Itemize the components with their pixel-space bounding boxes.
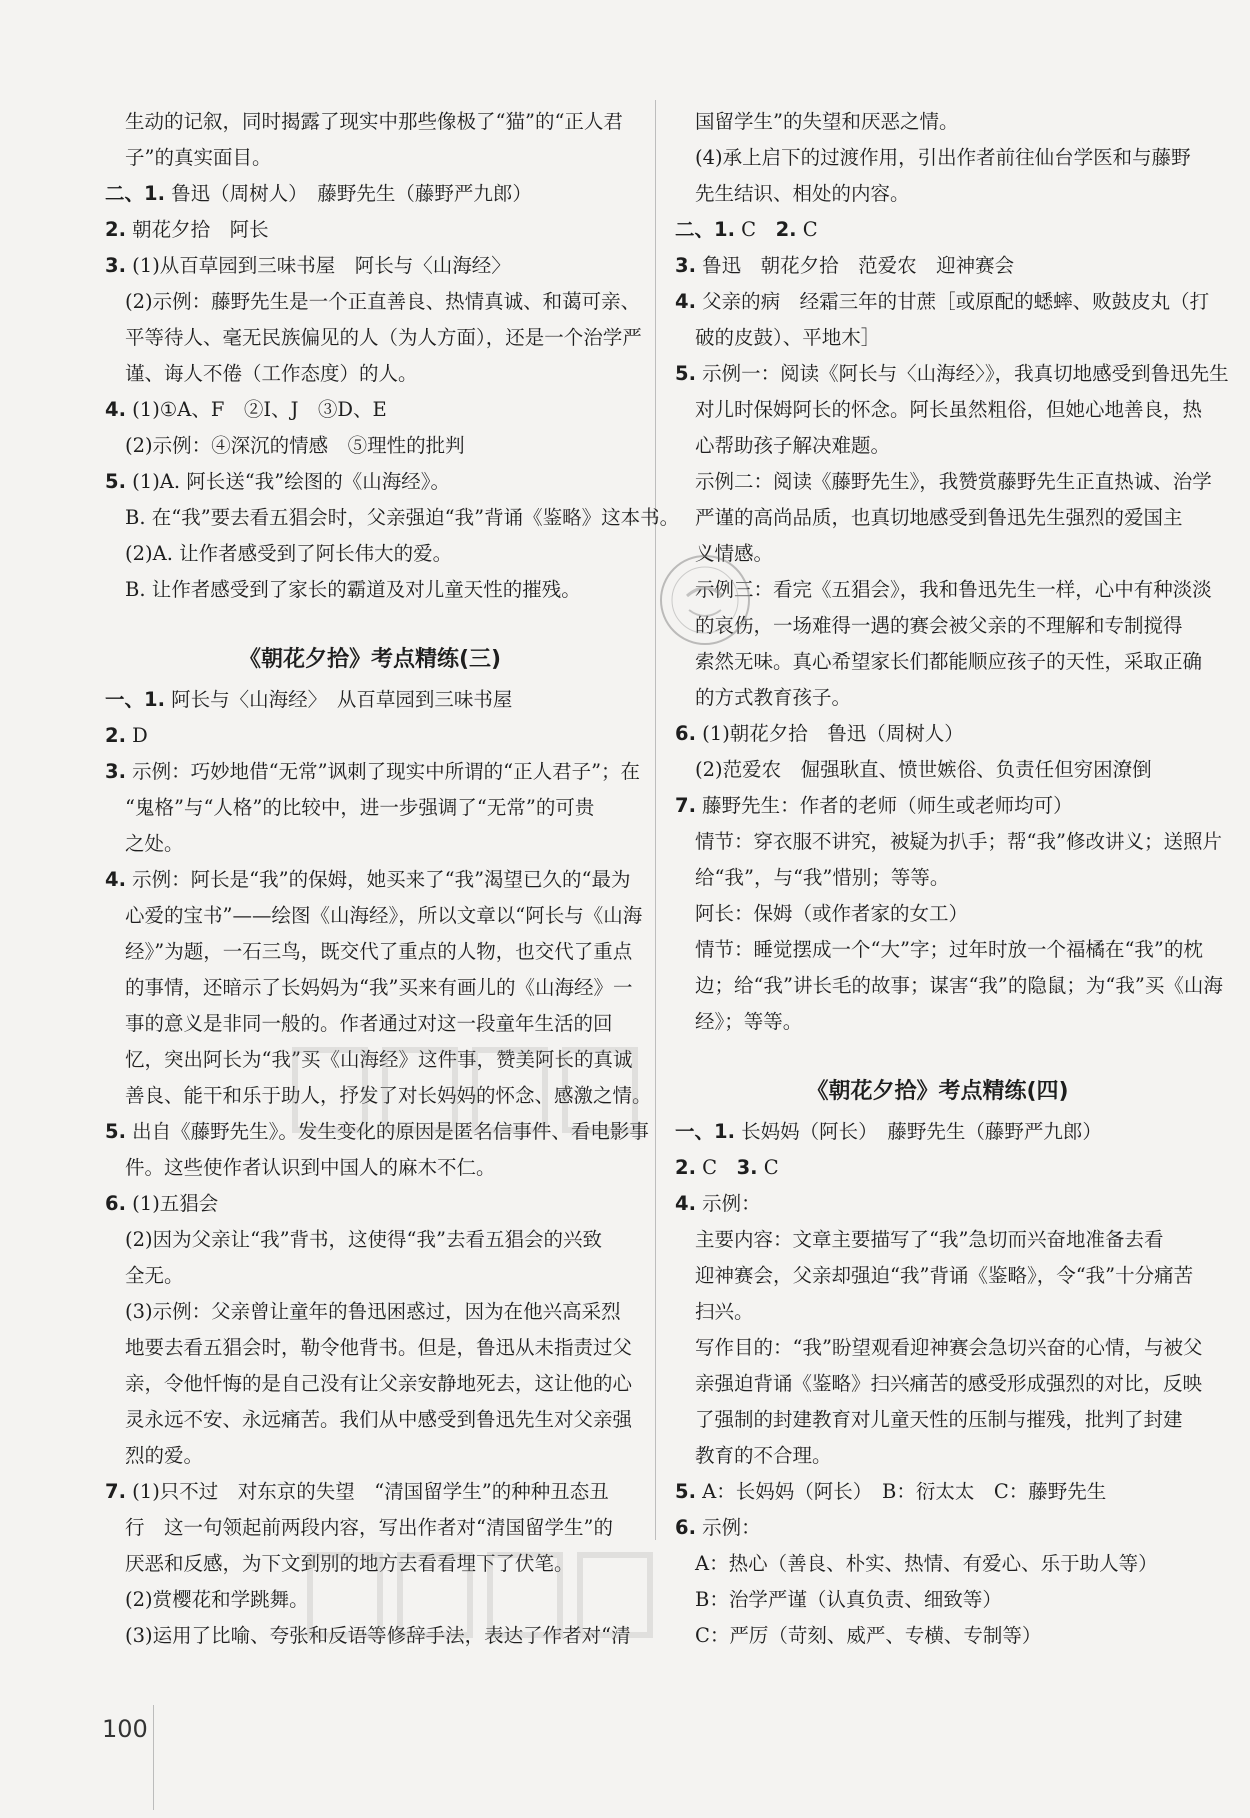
- answer-line: [675, 968, 1223, 1004]
- answer-text: 心爱的宝书”——绘图《山海经》，所以文章以“阿长与《山海: [125, 904, 643, 927]
- answer-text: 示例：: [695, 1516, 761, 1539]
- answer-text: 经》”为题，一石三鸟，既交代了重点的人物，也交代了重点: [125, 940, 633, 963]
- answer-line: [675, 1402, 1200, 1438]
- answer-line: [105, 212, 635, 248]
- section-title: [675, 1070, 1200, 1114]
- answer-text: 鲁迅（周树人） 藤野先生（藤野严九郎）: [164, 182, 532, 205]
- answer-line: [105, 536, 635, 572]
- answer-line: [105, 1006, 635, 1042]
- question-number: 4.: [105, 398, 126, 421]
- answer-text: 情节：睡觉摆成一个“大”字；过年时放一个福橘在“我”的枕: [695, 938, 1203, 961]
- answer-line: [675, 104, 1200, 140]
- answer-text: 扫兴。: [695, 1300, 754, 1323]
- answer-line: [105, 500, 680, 536]
- question-number: 5.: [105, 1120, 126, 1143]
- answer-line: [105, 1294, 635, 1330]
- answer-text: 心帮助孩子解决难题。: [695, 434, 891, 457]
- question-number: 2.: [105, 724, 126, 747]
- answer-line: [675, 1186, 1200, 1222]
- question-number: 2.: [105, 218, 126, 241]
- answer-line: [675, 248, 1200, 284]
- answer-text: 示例：巧妙地借“无常”讽刺了现实中所谓的“正人君子”；在: [125, 760, 641, 783]
- answer-line: [675, 428, 1200, 464]
- answer-text: C: [734, 218, 776, 241]
- footer-rule: [153, 1705, 154, 1810]
- answer-line: [675, 680, 1200, 716]
- answer-text: 破的皮鼓）、平地木］: [695, 326, 881, 349]
- answer-line: [675, 716, 1200, 752]
- answer-text: 阿长：保姆（或作者家的女工）: [695, 902, 969, 925]
- question-number: 6.: [105, 1192, 126, 1215]
- question-number: 7.: [105, 1480, 126, 1503]
- answer-text: 事的意义是非同一般的。作者通过对这一段童年生活的回: [125, 1012, 613, 1035]
- answer-text: (2)范爱农 倔强耿直、愤世嫉俗、负责任但穷困潦倒: [695, 758, 1152, 781]
- answer-text: C: [796, 218, 818, 241]
- answer-line: [675, 896, 1200, 932]
- answer-text: C: [757, 1156, 779, 1179]
- answer-line: [675, 392, 1203, 428]
- answer-line: [105, 608, 635, 638]
- answer-line: [105, 682, 635, 718]
- answer-line: [105, 862, 635, 898]
- answer-text: 先生结识、相处的内容。: [695, 182, 910, 205]
- answer-line: [105, 356, 635, 392]
- answer-line: [105, 1438, 635, 1474]
- answer-text: 烈的爱。: [125, 1444, 204, 1467]
- answer-text: 灵永远不安、永远痛苦。我们从中感受到鲁迅先生对父亲强: [125, 1408, 633, 1431]
- answer-line: [105, 104, 635, 140]
- page-number: 100: [102, 1715, 148, 1743]
- answer-text: 《朝花夕拾》考点精练(三): [238, 647, 502, 672]
- answer-line: [105, 572, 635, 608]
- question-number: 2.: [675, 1156, 696, 1179]
- answer-line: [105, 464, 635, 500]
- answer-text: 《朝花夕拾》考点精练(四): [806, 1079, 1069, 1104]
- answer-text: 对儿时保姆阿长的怀念。阿长虽然粗俗，但她心地善良，热: [695, 398, 1203, 421]
- answer-line: [105, 1258, 635, 1294]
- question-number: 4.: [105, 868, 126, 891]
- answer-text: 的事情，还暗示了长妈妈为“我”买来有画儿的《山海经》一: [125, 976, 633, 999]
- answer-line: [675, 752, 1200, 788]
- answer-text: C: [695, 1156, 737, 1179]
- question-number: 一、1.: [105, 688, 165, 711]
- answer-text: 情节：穿衣服不讲究，被疑为扒手；帮“我”修改讲义；送照片: [695, 830, 1222, 853]
- watermark-graphic-2: [300, 1545, 660, 1655]
- answer-line: [105, 1186, 635, 1222]
- answer-line: [675, 1510, 1200, 1546]
- answer-line: [105, 934, 635, 970]
- answer-line: [675, 1546, 1200, 1582]
- answer-text: 子”的真实面目。: [125, 146, 272, 169]
- answer-text: 义情感。: [695, 542, 774, 565]
- answer-line: [105, 140, 635, 176]
- answer-line: [675, 212, 1200, 248]
- answer-line: [105, 284, 641, 320]
- answer-text: (2)A. 让作者感受到了阿长伟大的爱。: [125, 542, 453, 565]
- section-title: [105, 638, 635, 682]
- answer-text: C：严厉（苛刻、威严、专横、专制等）: [695, 1624, 1042, 1647]
- answer-line: [105, 1150, 635, 1186]
- answer-line: [105, 754, 641, 790]
- answer-line: [675, 320, 1200, 356]
- answer-text: 忆，突出阿长为“我”买《山海经》这件事，赞美阿长的真诚: [125, 1048, 633, 1071]
- answer-text: 示例三：看完《五猖会》，我和鲁迅先生一样，心中有种淡淡: [695, 578, 1212, 601]
- question-number: 3.: [105, 254, 126, 277]
- answer-text: 示例：阿长是“我”的保姆，她买来了“我”渴望已久的“最为: [125, 868, 631, 891]
- answer-line: [675, 1474, 1200, 1510]
- answer-text: 严谨的高尚品质，也真切地感受到鲁迅先生强烈的爱国主: [695, 506, 1183, 529]
- answer-text: 地要去看五猖会时，勒令他背书。但是，鲁迅从未指责过父: [125, 1336, 633, 1359]
- answer-text: 长妈妈（阿长） 藤野先生（藤野严九郎）: [734, 1120, 1102, 1143]
- question-number: 4.: [675, 1192, 696, 1215]
- answer-text: 边；给“我”讲长毛的故事；谋害“我”的隐鼠；为“我”买《山海: [695, 974, 1223, 997]
- answer-text: 平等待人、毫无民族偏见的人（为人方面），还是一个治学严: [125, 326, 642, 349]
- answer-line: [675, 140, 1200, 176]
- column-divider: [655, 100, 656, 1540]
- answer-line: [105, 970, 635, 1006]
- answer-text: (1)只不过 对东京的失望 “清国留学生”的种种丑态丑: [125, 1480, 609, 1503]
- answer-text: B. 让作者感受到了家长的霸道及对儿童天性的摧残。: [125, 578, 581, 601]
- answer-line: [675, 1040, 1200, 1070]
- answer-text: (2)赏樱花和学跳舞。: [125, 1588, 309, 1611]
- answer-text: 藤野先生：作者的老师（师生或老师均可）: [695, 794, 1073, 817]
- answer-text: (1)①A、F ②I、J ③D、E: [125, 398, 387, 421]
- question-number: 5.: [105, 470, 126, 493]
- answer-text: 善良、能干和乐于助人，抒发了对长妈妈的怀念、感激之情。: [125, 1084, 652, 1107]
- answer-text: 亲，令他忏悔的是自己没有让父亲安静地死去，这让他的心: [125, 1372, 633, 1395]
- question-number: 6.: [675, 1516, 696, 1539]
- watermark-graphic: [285, 1040, 645, 1150]
- left-column: [105, 104, 680, 1654]
- answer-text: 鲁迅 朝花夕拾 范爱农 迎神赛会: [695, 254, 1015, 277]
- answer-text: (1)A. 阿长送“我”绘图的《山海经》。: [125, 470, 450, 493]
- answer-text: A：长妈妈（阿长） B：衍太太 C：藤野先生: [695, 1480, 1107, 1503]
- answer-line: [675, 1150, 1200, 1186]
- answer-line: [675, 1366, 1203, 1402]
- homework-stamp-icon: [655, 550, 755, 650]
- answer-text: (3)运用了比喻、夸张和反语等修辞手法，表达了作者对“清: [125, 1624, 631, 1647]
- answer-text: (1)五猖会: [125, 1192, 219, 1215]
- question-number: 4.: [675, 290, 696, 313]
- answer-text: (2)示例：④深沉的情感 ⑤理性的批判: [125, 434, 465, 457]
- answer-text: 示例：: [695, 1192, 761, 1215]
- answer-line: [105, 1402, 635, 1438]
- answer-text: (1)朝花夕拾 鲁迅（周树人）: [695, 722, 964, 745]
- answer-line: [105, 320, 642, 356]
- answer-text: 朝花夕拾 阿长: [125, 218, 269, 241]
- answer-line: [675, 176, 1200, 212]
- answer-text: 给“我”，与“我”惜别；等等。: [695, 866, 950, 889]
- answer-text: D: [125, 724, 148, 747]
- answer-line: [675, 1618, 1200, 1654]
- answer-text: 件。这些使作者认识到中国人的麻木不仁。: [125, 1156, 496, 1179]
- answer-text: (2)因为父亲让“我”背书，这使得“我”去看五猖会的兴致: [125, 1228, 602, 1251]
- answer-text: 教育的不合理。: [695, 1444, 832, 1467]
- answer-line: [105, 428, 635, 464]
- answer-line: [105, 1366, 635, 1402]
- question-number: 5.: [675, 362, 696, 385]
- answer-text: (1)从百草园到三味书屋 阿长与〈山海经〉: [125, 254, 511, 277]
- answer-line: [105, 1510, 635, 1546]
- answer-text: 父亲的病 经霜三年的甘蔗［或原配的蟋蟀、败鼓皮丸（打: [695, 290, 1210, 313]
- question-number: 一、1.: [675, 1120, 735, 1143]
- answer-line: [675, 824, 1222, 860]
- answer-line: [105, 392, 635, 428]
- right-column: [675, 104, 1229, 1654]
- answer-text: 的方式教育孩子。: [695, 686, 852, 709]
- answer-text: 亲强迫背诵《鉴略》扫兴痛苦的感受形成强烈的对比，反映: [695, 1372, 1203, 1395]
- answer-line: [105, 1474, 635, 1510]
- answer-text: 生动的记叙，同时揭露了现实中那些像极了“猫”的“正人君: [125, 110, 623, 133]
- question-number: 二、1.: [105, 182, 165, 205]
- answer-text: 阿长与〈山海经〉 从百草园到三味书屋: [164, 688, 513, 711]
- answer-line: [105, 248, 635, 284]
- answer-text: 迎神赛会，父亲却强迫“我”背诵《鉴略》，令“我”十分痛苦: [695, 1264, 1194, 1287]
- answer-line: [105, 176, 635, 212]
- answer-text: 行 这一句领起前两段内容，写出作者对“清国留学生”的: [125, 1516, 613, 1539]
- answer-line: [675, 1004, 1200, 1040]
- answer-line: [105, 718, 635, 754]
- answer-text: 写作目的：“我”盼望观看迎神赛会急切兴奋的心情，与被父: [695, 1336, 1203, 1359]
- answer-text: 索然无味。真心希望家长们都能顺应孩子的天性，采取正确: [695, 650, 1203, 673]
- answer-line: [675, 356, 1229, 392]
- answer-line: [675, 1438, 1200, 1474]
- answer-line: [675, 1330, 1203, 1366]
- answer-text: 全无。: [125, 1264, 184, 1287]
- question-number: 7.: [675, 794, 696, 817]
- answer-line: [105, 898, 643, 934]
- answer-line: [675, 284, 1210, 320]
- answer-text: 国留学生”的失望和厌恶之情。: [695, 110, 959, 133]
- answer-line: [105, 1222, 635, 1258]
- answer-text: 示例一：阅读《阿长与〈山海经〉》，我真切地感受到鲁迅先生: [695, 362, 1229, 385]
- answer-line: [675, 1114, 1200, 1150]
- answer-line: [675, 860, 1200, 896]
- answer-text: A：热心（善良、朴实、热情、有爱心、乐于助人等）: [695, 1552, 1158, 1575]
- question-number: 2.: [775, 218, 797, 241]
- answer-line: [105, 790, 635, 826]
- answer-line: [105, 826, 635, 862]
- question-number: 3.: [105, 760, 126, 783]
- answer-text: “鬼格”与“人格”的比较中，进一步强调了“无常”的可贵: [125, 796, 595, 819]
- question-number: 5.: [675, 1480, 696, 1503]
- answer-line: [675, 1258, 1200, 1294]
- answer-text: (2)示例：藤野先生是一个正直善良、热情真诚、和蔼可亲、: [125, 290, 641, 313]
- answer-line: [675, 500, 1200, 536]
- answer-line: [675, 788, 1200, 824]
- answer-text: 经》；等等。: [695, 1010, 803, 1033]
- answer-text: 主要内容：文章主要描写了“我”急切而兴奋地准备去看: [695, 1228, 1164, 1251]
- answer-text: 之处。: [125, 832, 184, 855]
- answer-line: [675, 1222, 1200, 1258]
- answer-text: B：治学严谨（认真负责、细致等）: [695, 1588, 1002, 1611]
- answer-text: 出自《藤野先生》。发生变化的原因是匿名信事件、看电影事: [125, 1120, 649, 1143]
- answer-text: 厌恶和反感，为下文到别的地方去看看埋下了伏笔。: [125, 1552, 574, 1575]
- answer-text: (3)示例：父亲曾让童年的鲁迅困惑过，因为在他兴高采烈: [125, 1300, 621, 1323]
- answer-line: [675, 464, 1212, 500]
- answer-line: [105, 1330, 635, 1366]
- question-number: 3.: [675, 254, 696, 277]
- answer-text: 的哀伤，一场难得一遇的赛会被父亲的不理解和专制搅得: [695, 614, 1183, 637]
- question-number: 二、1.: [675, 218, 735, 241]
- answer-text: B. 在“我”要去看五猖会时，父亲强迫“我”背诵《鉴略》这本书。: [125, 506, 680, 529]
- answer-text: 了强制的封建教育对儿童天性的压制与摧残，批判了封建: [695, 1408, 1183, 1431]
- answer-text: (4)承上启下的过渡作用，引出作者前往仙台学医和与藤野: [695, 146, 1191, 169]
- question-number: 6.: [675, 722, 696, 745]
- answer-line: [675, 932, 1203, 968]
- answer-text: 示例二：阅读《藤野先生》，我赞赏藤野先生正直热诚、治学: [695, 470, 1212, 493]
- answer-text: 谨、诲人不倦（工作态度）的人。: [125, 362, 418, 385]
- answer-line: [675, 1582, 1200, 1618]
- answer-line: [675, 1294, 1200, 1330]
- question-number: 3.: [736, 1156, 758, 1179]
